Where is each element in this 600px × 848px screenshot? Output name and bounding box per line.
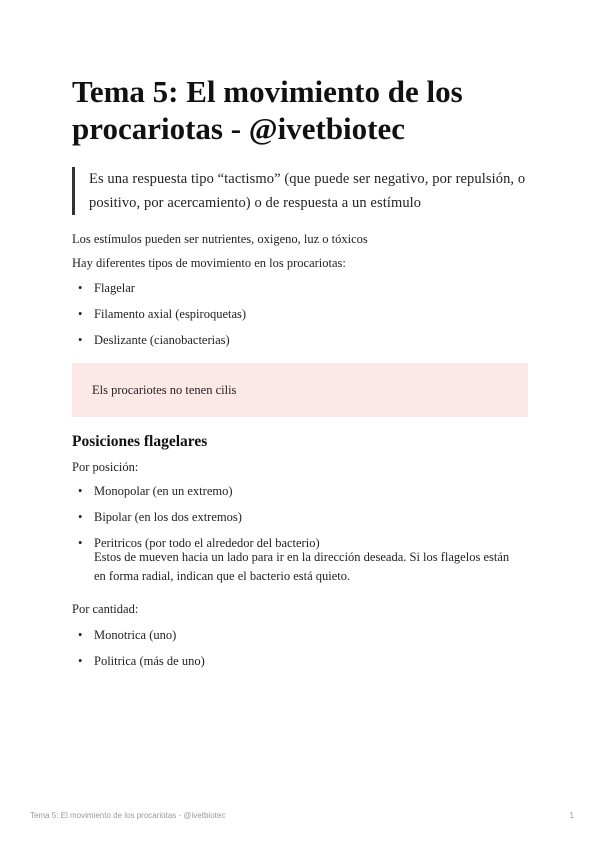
bullet-icon: • bbox=[78, 628, 83, 642]
callout-text: Els procariotes no tenen cilis bbox=[92, 383, 237, 397]
page-title: Tema 5: El movimiento de los procariotas - @ivetbiotec bbox=[72, 74, 463, 146]
callout-box bbox=[72, 363, 528, 417]
bullet-icon: • bbox=[78, 281, 83, 295]
paragraph-movement-intro: Hay diferentes tipos de movimiento en los procariotas: bbox=[72, 256, 346, 270]
bullet-icon: • bbox=[78, 510, 83, 524]
bullet-icon: • bbox=[78, 536, 83, 550]
list-item: • Filamento axial (espiroquetas) bbox=[78, 307, 247, 321]
bullet-icon: • bbox=[78, 333, 83, 347]
footer-text: Tema 5: El movimiento de los procariotas - @ivetbiotec bbox=[30, 811, 226, 820]
bullet-icon: • bbox=[78, 654, 83, 668]
list-item: • Flagelar bbox=[78, 281, 135, 295]
page-footer bbox=[30, 811, 574, 820]
list-item: • Deslizante (cianobacterias) bbox=[78, 333, 230, 347]
bullet-icon: • bbox=[78, 307, 83, 321]
section-heading: Posiciones flagelares bbox=[72, 433, 208, 450]
list-item: • Politrica (más de uno) bbox=[78, 654, 205, 668]
list-item: • Bipolar (en los dos extremos) bbox=[78, 510, 242, 524]
quantities-list bbox=[72, 626, 528, 670]
page-number: 1 bbox=[569, 811, 574, 820]
list-item: • Monotrica (uno) bbox=[78, 628, 177, 642]
list-item: • Peritricos (por todo el alrededor del bacterio) bbox=[78, 536, 320, 550]
bullet-icon: • bbox=[78, 484, 83, 498]
positions-list bbox=[72, 482, 528, 552]
paragraph-stimuli: Los estímulos pueden ser nutrientes, oxigeno, luz o tóxicos bbox=[72, 232, 368, 246]
movement-types-list bbox=[72, 279, 528, 349]
blockquote: Es una respuesta tipo “tactismo” (que puede ser negativo, por repulsión, o positivo, por acercamiento) o de respuesta a un estímulo bbox=[72, 167, 528, 215]
by-position-label: Por posición: bbox=[72, 460, 139, 474]
by-quantity-label: Por cantidad: bbox=[72, 602, 139, 616]
peritricos-note: Estos de mueven hacia un lado para ir en la dirección deseada. Si los flagelos están en forma radial, indican que el bacterio está quieto. bbox=[94, 550, 510, 583]
list-item: • Monopolar (en un extremo) bbox=[78, 484, 233, 498]
